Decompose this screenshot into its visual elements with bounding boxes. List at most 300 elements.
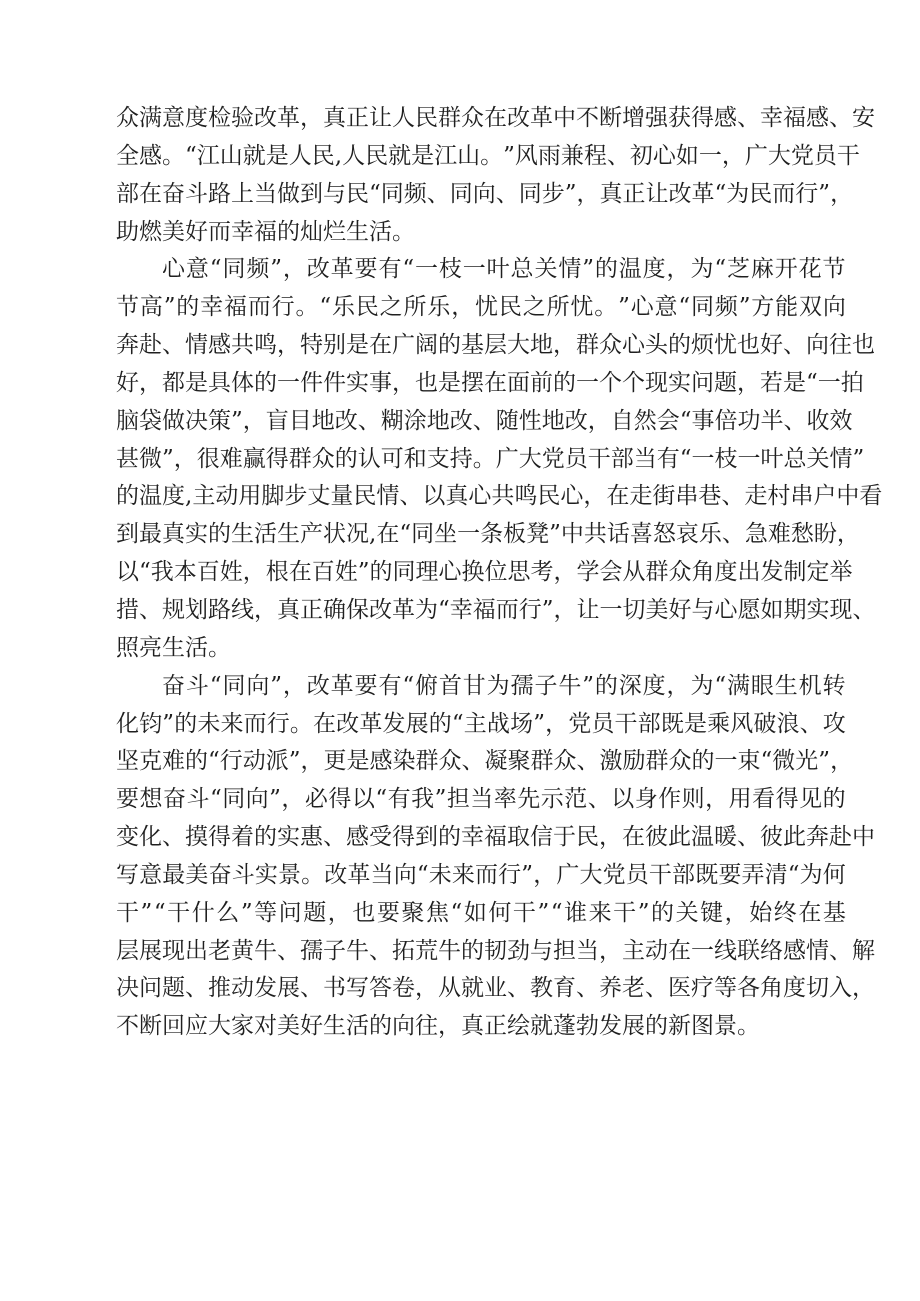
text-char: 感 <box>346 824 369 851</box>
text-char: 黄 <box>231 937 254 964</box>
text-char: 百 <box>196 559 220 586</box>
text-char: 活 <box>254 521 277 548</box>
text-char: 钧 <box>139 710 163 737</box>
text-char: 基 <box>822 899 846 926</box>
text-char: 上 <box>231 180 254 207</box>
text-char: 、 <box>737 824 760 851</box>
text-char: 始 <box>749 899 773 926</box>
text-char: 、 <box>576 975 599 1002</box>
text-char: 部 <box>672 861 696 888</box>
text-char: 行 <box>266 710 290 737</box>
text-char: 牛 <box>438 937 461 964</box>
text-char: 期 <box>783 596 807 623</box>
text-char: 基 <box>461 332 484 359</box>
text-char: 切 <box>806 975 829 1002</box>
text-char: 真 <box>599 180 623 207</box>
text-char: 之 <box>522 294 546 321</box>
text-char: 忧 <box>475 294 499 321</box>
text-char: 。 <box>472 445 496 472</box>
text-char: 革 <box>392 596 415 623</box>
text-char: 向 <box>246 672 270 699</box>
text-char: 断 <box>599 105 622 131</box>
text-char: 也 <box>852 332 875 359</box>
text-char: 斗 <box>185 672 209 699</box>
text-char: 根 <box>265 559 289 586</box>
text-char: 意 <box>162 105 185 131</box>
text-char: ， <box>282 256 306 283</box>
text-char: 正 <box>300 596 323 623</box>
text-char: 认 <box>357 445 381 472</box>
text-char: 板 <box>503 521 527 548</box>
text-char: 如 <box>760 596 784 623</box>
text-line <box>116 327 875 365</box>
text-char: “ <box>402 672 415 699</box>
text-char: 就 <box>242 142 266 169</box>
text-char: ， <box>327 899 351 926</box>
text-char: 情 <box>829 445 853 472</box>
text-char: 具 <box>208 369 231 396</box>
text-char: 产 <box>300 521 323 548</box>
text-char: 串 <box>790 483 814 510</box>
text-char: 功 <box>737 407 761 434</box>
text-char: 写 <box>346 975 369 1002</box>
text-char: 同 <box>449 180 473 207</box>
text-char: 疗 <box>691 975 714 1002</box>
text-char: 感 <box>714 105 737 131</box>
text-char: 入 <box>829 975 852 1002</box>
text-char: 斗 <box>185 180 208 207</box>
text-char: 雨 <box>537 142 561 169</box>
text-char: 的 <box>594 672 618 699</box>
text-char: 发 <box>760 559 784 586</box>
text-char: 惠 <box>300 824 323 851</box>
text-char: 别 <box>323 332 346 359</box>
text-char: 着 <box>231 824 254 851</box>
text-char: 、 <box>645 975 668 1002</box>
text-char: 以 <box>422 483 446 510</box>
text-char: 、 <box>852 596 876 623</box>
text-char: 温 <box>618 256 642 283</box>
text-char: 感 <box>369 748 393 775</box>
text-char: 个 <box>622 369 645 396</box>
text-char: 都 <box>162 369 185 396</box>
text-char: 用 <box>238 483 262 510</box>
text-char: 未 <box>428 861 452 888</box>
text-char: 育 <box>553 975 576 1002</box>
text-char: 当 <box>576 937 599 964</box>
text-char: 支 <box>426 445 450 472</box>
text-char: ” <box>818 748 831 775</box>
text-char: 教 <box>530 975 553 1002</box>
text-char: 而 <box>495 596 519 623</box>
text-char: “ <box>679 407 692 434</box>
text-char: 步 <box>284 483 308 510</box>
text-char: “ <box>714 180 727 207</box>
text-char: 可 <box>380 445 404 472</box>
text-char: 的 <box>668 332 691 359</box>
text-char: ” <box>582 256 594 283</box>
text-line <box>116 857 846 895</box>
text-char: 收 <box>806 407 830 434</box>
text-char: 感 <box>139 142 162 169</box>
text-char: 要 <box>116 786 139 813</box>
text-char: 改 <box>564 407 588 434</box>
text-char: ， <box>254 596 277 623</box>
text-char: ， <box>737 369 760 396</box>
text-char: “ <box>806 369 818 396</box>
text-char: 叶 <box>486 256 510 283</box>
text-char: 孺 <box>300 937 323 964</box>
text-char: 中 <box>852 824 875 851</box>
text-char: 姓 <box>219 559 243 586</box>
text-char: 性 <box>518 407 542 434</box>
text-char: 会 <box>599 559 623 586</box>
text-char: 群 <box>645 559 669 586</box>
text-char: 一 <box>691 937 714 964</box>
text-char: 民 <box>346 180 369 207</box>
text-char: 条 <box>480 521 504 548</box>
text-char: 糊 <box>380 407 404 434</box>
text-char: 角 <box>760 975 783 1002</box>
text-char: 什 <box>191 899 215 926</box>
text-char: 当 <box>633 445 657 472</box>
text-char: ” <box>738 294 751 321</box>
document-body <box>116 100 883 1046</box>
text-char: 民 <box>365 142 389 169</box>
text-char: 的 <box>334 445 358 472</box>
text-char: 脚 <box>261 483 285 510</box>
text-char: 地 <box>311 407 335 434</box>
text-char: 与 <box>323 180 346 207</box>
text-char: 切 <box>622 596 646 623</box>
text-char: 是 <box>346 332 369 359</box>
text-char: 的 <box>174 710 198 737</box>
text-char: 当 <box>254 180 277 207</box>
text-char: 派 <box>265 748 289 775</box>
text-char: ” <box>240 899 253 926</box>
text-char: 风 <box>730 710 754 737</box>
text-char: 拓 <box>392 937 415 964</box>
text-char: 终 <box>773 899 797 926</box>
text-char: ” <box>537 899 550 926</box>
text-char: 既 <box>695 861 719 888</box>
text-char: 民 <box>749 180 773 207</box>
text-char: 盼 <box>813 521 837 548</box>
text-char: 兼 <box>560 142 584 169</box>
text-char: 方 <box>751 294 775 321</box>
text-char: 韧 <box>484 937 507 964</box>
text-char: 暖 <box>714 824 737 851</box>
text-char: 、 <box>426 180 450 207</box>
text-char: 改 <box>336 710 360 737</box>
text-char: 动 <box>231 975 254 1002</box>
text-char: ， <box>666 256 690 283</box>
text-char: 。 <box>295 294 319 321</box>
text-line <box>116 970 875 1008</box>
text-char: 好 <box>668 596 692 623</box>
text-char: 地 <box>426 407 450 434</box>
text-char: 大 <box>507 332 530 359</box>
text-char: 的 <box>176 294 200 321</box>
text-char: 微 <box>772 748 796 775</box>
text-char: 决 <box>185 407 208 434</box>
text-char: 众 <box>553 748 577 775</box>
text-char: 展 <box>405 710 429 737</box>
text-char: 在 <box>484 105 507 131</box>
text-char: 奋 <box>162 180 185 207</box>
text-char: 心 <box>560 483 584 510</box>
text-char: 看 <box>859 483 883 510</box>
text-char: 。 <box>301 861 325 888</box>
text-char: 机 <box>798 672 822 699</box>
text-char: 场 <box>510 710 534 737</box>
text-char: 向 <box>245 786 269 813</box>
text-line-content: 照亮生活。 <box>116 634 231 661</box>
text-char: 江 <box>434 142 458 169</box>
text-char: 和 <box>403 445 427 472</box>
text-char: 情 <box>558 256 582 283</box>
text-char: 让 <box>645 180 669 207</box>
text-char: 斗 <box>186 786 210 813</box>
text-char: 实 <box>185 521 208 548</box>
text-char: 真 <box>445 483 469 510</box>
text-char: 在 <box>369 332 392 359</box>
text-char: 乐 <box>698 521 722 548</box>
text-char: 甚 <box>116 445 139 472</box>
text-char: 党 <box>790 142 814 169</box>
text-char: 制 <box>783 559 807 586</box>
text-char: 部 <box>610 445 634 472</box>
text-char: 当 <box>470 786 494 813</box>
text-char: 党 <box>541 445 565 472</box>
text-char: 人 <box>288 142 312 169</box>
text-char: 向 <box>822 294 846 321</box>
text-char: 担 <box>553 937 576 964</box>
text-char: 定 <box>806 559 830 586</box>
text-char: 持 <box>449 445 473 472</box>
text-char: 奋 <box>162 672 185 699</box>
text-char: 层 <box>484 332 507 359</box>
text-char: 担 <box>446 786 470 813</box>
text-char: 展 <box>139 937 162 964</box>
text-char: 在 <box>313 710 337 737</box>
text-char: 坚 <box>116 748 139 775</box>
text-char: 正 <box>622 180 646 207</box>
text-char: 走 <box>744 483 768 510</box>
text-char: 奋 <box>208 861 232 888</box>
text-char: 温 <box>139 483 162 510</box>
text-char: 凳 <box>526 521 550 548</box>
text-char: 福 <box>223 294 247 321</box>
text-char: ， <box>242 559 266 586</box>
text-char: 、 <box>323 824 346 851</box>
text-char: 得 <box>392 824 415 851</box>
text-char: 百 <box>311 559 335 586</box>
text-char: 等 <box>714 975 737 1002</box>
text-char: 、 <box>162 824 185 851</box>
text-char: ， <box>300 748 324 775</box>
text-char: 话 <box>606 521 630 548</box>
text-char: 况 <box>346 521 369 548</box>
text-char: ， <box>533 861 557 888</box>
text-char: 芝 <box>726 256 750 283</box>
text-char: 率 <box>493 786 517 813</box>
text-char: “ <box>185 142 197 169</box>
text-char: 同 <box>222 786 246 813</box>
text-char: 斗 <box>231 861 255 888</box>
text-char: 让 <box>369 105 392 131</box>
text-char: 此 <box>668 824 691 851</box>
text-char: 转 <box>822 672 846 699</box>
text-char: 走 <box>629 483 653 510</box>
text-char: 何 <box>488 899 512 926</box>
text-char: 的 <box>594 256 618 283</box>
text-char: 心 <box>652 142 676 169</box>
text-char: 牛 <box>558 672 582 699</box>
text-char: 程 <box>583 142 607 169</box>
text-char: 度 <box>642 256 666 283</box>
text-char: ， <box>705 786 729 813</box>
text-char: 群 <box>415 748 439 775</box>
text-line <box>116 251 846 289</box>
text-char: ” <box>162 710 175 737</box>
text-char: ” <box>163 294 176 321</box>
text-char: 得 <box>208 824 231 851</box>
text-char: 、 <box>587 786 611 813</box>
text-char: 脑 <box>116 407 139 434</box>
text-char: ” <box>549 521 561 548</box>
text-char: 、 <box>162 332 185 359</box>
text-char: 革 <box>347 861 371 888</box>
text-char: 线 <box>714 937 737 964</box>
text-char: 划 <box>185 596 208 623</box>
text-char: 为 <box>690 256 714 283</box>
text-char: 幸 <box>461 824 484 851</box>
text-char: 改 <box>254 105 277 131</box>
text-char: 在 <box>288 559 312 586</box>
text-char: 好 <box>760 332 783 359</box>
text-char: 书 <box>323 975 346 1002</box>
text-char: 解 <box>852 937 875 964</box>
text-char: 、 <box>721 483 745 510</box>
text-char: 高 <box>139 294 163 321</box>
text-char: 有 <box>387 786 411 813</box>
text-char: ， <box>583 483 607 510</box>
text-char: 群 <box>288 445 312 472</box>
text-char: 风 <box>514 142 538 169</box>
text-char: 奔 <box>116 332 139 359</box>
text-char: 共 <box>491 483 515 510</box>
text-char: ” <box>270 256 282 283</box>
text-char: 出 <box>737 559 761 586</box>
text-char: 范 <box>564 786 588 813</box>
text-char: 人 <box>392 105 415 131</box>
text-char: 山 <box>457 142 481 169</box>
text-char: ， <box>576 180 600 207</box>
text-char: 出 <box>185 937 208 964</box>
text-char: 愿 <box>737 596 761 623</box>
text-char: 的 <box>428 710 452 737</box>
text-char: 丈 <box>307 483 331 510</box>
text-char: 一 <box>457 521 481 548</box>
text-char: 特 <box>300 332 323 359</box>
text-char: 在 <box>622 824 645 851</box>
text-char: 而 <box>243 710 267 737</box>
text-char: 未 <box>197 710 221 737</box>
text-char: 一 <box>277 369 300 396</box>
text-line <box>116 403 853 441</box>
text-char: 主 <box>192 483 216 510</box>
text-char: 我 <box>411 786 435 813</box>
text-char: ， <box>553 596 577 623</box>
text-char: “ <box>153 899 166 926</box>
text-char: ” <box>270 672 282 699</box>
text-char: 干 <box>836 142 860 169</box>
text-char: 既 <box>660 710 684 737</box>
text-char: 喜 <box>629 521 653 548</box>
text-char: 与 <box>691 596 715 623</box>
text-char: 频 <box>714 294 738 321</box>
text-char: 心 <box>162 256 185 283</box>
text-char: 改 <box>507 105 530 131</box>
text-char: 、 <box>799 710 823 737</box>
text-char: 束 <box>737 748 761 775</box>
text-char: 度 <box>783 975 806 1002</box>
text-char: 克 <box>139 748 162 775</box>
text-char: ， <box>139 369 162 396</box>
text-char: 烦 <box>691 332 714 359</box>
text-char: 一 <box>714 748 738 775</box>
text-char: 线 <box>231 596 254 623</box>
text-char: 以 <box>611 786 635 813</box>
text-char: 员 <box>564 445 588 472</box>
text-char: 而 <box>772 180 796 207</box>
text-char: 要 <box>718 861 742 888</box>
text-char: 的 <box>185 748 208 775</box>
text-char: 的 <box>254 369 277 396</box>
text-char: ” <box>140 899 153 926</box>
text-char: 眼 <box>750 672 774 699</box>
text-char: 业 <box>484 975 507 1002</box>
text-char: 同 <box>411 521 435 548</box>
text-char: “ <box>714 672 727 699</box>
text-char: 的 <box>822 786 846 813</box>
text-char: 街 <box>652 483 676 510</box>
text-char: 然 <box>633 407 657 434</box>
text-char: 问 <box>139 975 162 1002</box>
text-char: 体 <box>231 369 254 396</box>
text-char: 也 <box>737 332 760 359</box>
text-char: 广 <box>744 142 768 169</box>
text-char: 。 <box>594 294 618 321</box>
text-char: 位 <box>484 559 508 586</box>
text-char: 弄 <box>741 861 765 888</box>
text-char: 同 <box>222 672 246 699</box>
text-char: 广 <box>556 861 580 888</box>
text-char: ， <box>415 975 438 1002</box>
text-char: 头 <box>645 332 668 359</box>
text-char: 随 <box>495 407 519 434</box>
text-char: 民 <box>311 142 335 169</box>
text-char: 到 <box>300 180 323 207</box>
text-char: 江 <box>196 142 220 169</box>
text-char: 中 <box>553 105 576 131</box>
text-char: 确 <box>323 596 346 623</box>
text-char: 拍 <box>840 369 864 396</box>
text-char: 有 <box>378 672 402 699</box>
text-char: 温 <box>691 824 714 851</box>
text-char: 倍 <box>714 407 738 434</box>
